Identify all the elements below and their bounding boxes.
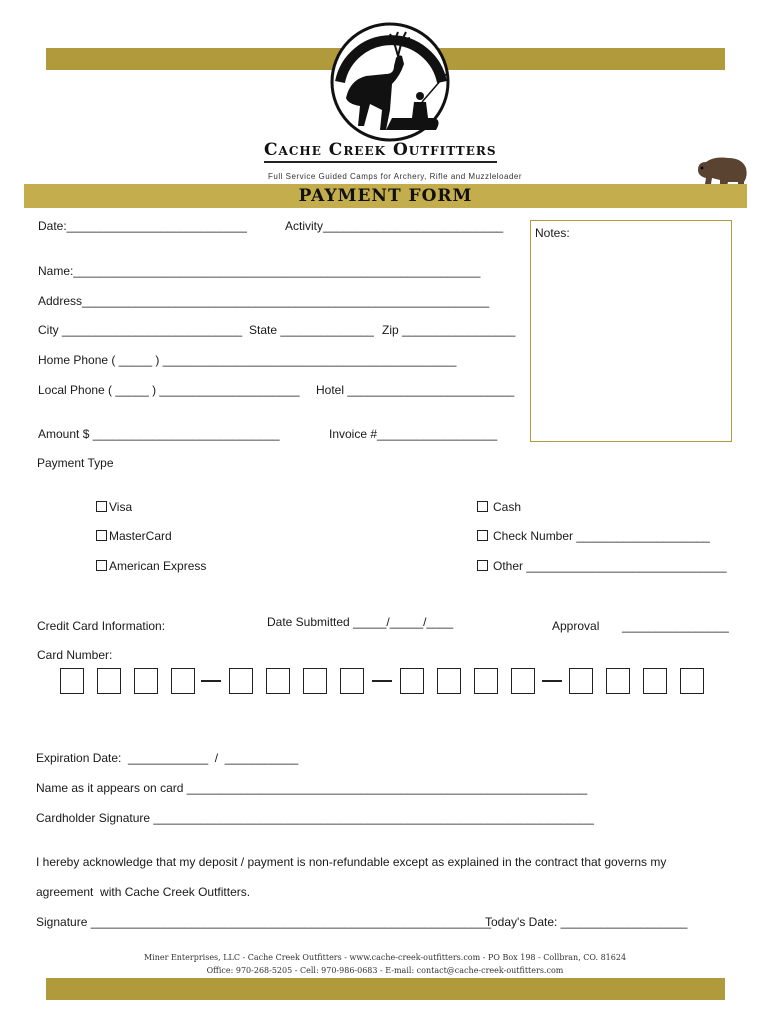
footer-contact: Office: 970-268-5205 - Cell: 970-986-0683 - E-mail: contact@cache-creek-outfitters.com <box>206 966 564 975</box>
card-number-dash <box>372 680 392 682</box>
amount-field[interactable]: Amount $ ____________________________ <box>38 427 280 441</box>
other-option[interactable] <box>477 559 727 573</box>
card-digit-box[interactable] <box>229 668 253 694</box>
todays-date-field[interactable]: Today's Date: ___________________ <box>485 915 688 929</box>
credit-card-info-label: Credit Card Information: <box>37 619 166 633</box>
date-submitted-field[interactable]: Date Submitted _____/_____/____ <box>267 615 454 629</box>
brand-name: Cache Creek Outfitters <box>264 140 497 163</box>
name-field[interactable]: Name:_____________________________________________________________ <box>38 264 481 278</box>
notes-label: Notes: <box>535 226 570 240</box>
invoice-field[interactable]: Invoice #__________________ <box>329 427 498 441</box>
visa-label: Visa <box>109 500 133 514</box>
activity-field[interactable]: Activity___________________________ <box>285 219 504 233</box>
state-field[interactable]: State ______________ <box>249 323 374 337</box>
card-digit-box[interactable] <box>303 668 327 694</box>
footer-bar <box>46 978 725 1000</box>
approval-field[interactable]: ________________ <box>622 619 729 633</box>
amex-label: American Express <box>109 559 207 573</box>
card-digit-box[interactable] <box>400 668 424 694</box>
card-digit-box[interactable] <box>569 668 593 694</box>
amex-option[interactable] <box>96 559 206 573</box>
card-digit-box[interactable] <box>266 668 290 694</box>
signature-field[interactable]: Signature ____________________________________________________________ <box>36 915 492 929</box>
check-option[interactable] <box>477 529 710 543</box>
cash-option[interactable] <box>477 500 521 514</box>
check-label: Check Number ____________________ <box>493 529 710 543</box>
date-field[interactable]: Date:___________________________ <box>38 219 247 233</box>
card-digit-box[interactable] <box>680 668 704 694</box>
hotel-field[interactable]: Hotel _________________________ <box>316 383 515 397</box>
card-digit-box[interactable] <box>134 668 158 694</box>
card-digit-box[interactable] <box>511 668 535 694</box>
local-phone-field[interactable]: Local Phone ( _____ ) _____________________ <box>38 383 300 397</box>
visa-option[interactable] <box>96 500 132 514</box>
other-checkbox[interactable] <box>477 560 488 571</box>
logo-emblem <box>316 20 456 142</box>
mastercard-checkbox[interactable] <box>96 530 107 541</box>
address-field[interactable]: Address_____________________________________________________________ <box>38 294 490 308</box>
notes-box[interactable] <box>530 220 732 442</box>
expiration-date-field[interactable]: Expiration Date: ____________ / ___________ <box>36 751 299 765</box>
brand-tagline: Full Service Guided Camps for Archery, Rifle and Muzzleloader <box>268 172 522 181</box>
home-phone-field[interactable]: Home Phone ( _____ ) ____________________________________________ <box>38 353 457 367</box>
card-digit-box[interactable] <box>606 668 630 694</box>
cash-checkbox[interactable] <box>477 501 488 512</box>
card-number-label: Card Number: <box>37 648 113 662</box>
name-on-card-field[interactable]: Name as it appears on card ____________________________________________________________ <box>36 781 588 795</box>
city-field[interactable]: City ___________________________ <box>38 323 243 337</box>
card-digit-box[interactable] <box>340 668 364 694</box>
card-digit-box[interactable] <box>97 668 121 694</box>
approval-label: Approval <box>552 619 600 633</box>
acknowledgement-text-2: agreement with Cache Creek Outfitters. <box>36 885 251 899</box>
visa-checkbox[interactable] <box>96 501 107 512</box>
check-checkbox[interactable] <box>477 530 488 541</box>
page-title: PAYMENT FORM <box>298 186 473 206</box>
card-digit-box[interactable] <box>437 668 461 694</box>
other-label: Other ______________________________ <box>493 559 727 573</box>
card-digit-box[interactable] <box>60 668 84 694</box>
card-number-dash <box>542 680 562 682</box>
cash-label: Cash <box>493 500 522 514</box>
cardholder-signature-field[interactable]: Cardholder Signature __________________________________________________________________ <box>36 811 594 825</box>
card-digit-box[interactable] <box>474 668 498 694</box>
acknowledgement-text: I hereby acknowledge that my deposit / payment is non-refundable except as explained in the contract that governs my <box>36 855 667 869</box>
zip-field[interactable]: Zip _________________ <box>382 323 516 337</box>
amex-checkbox[interactable] <box>96 560 107 571</box>
payment-type-label: Payment Type <box>37 456 114 470</box>
card-digit-box[interactable] <box>171 668 195 694</box>
card-digit-box[interactable] <box>643 668 667 694</box>
mastercard-label: MasterCard <box>109 529 172 543</box>
mastercard-option[interactable] <box>96 529 172 543</box>
card-number-dash <box>201 680 221 682</box>
footer-address: Miner Enterprises, LLC - Cache Creek Outfitters - www.cache-creek-outfitters.com - PO Box 198 - Collbran, CO. 81624 <box>143 953 627 962</box>
